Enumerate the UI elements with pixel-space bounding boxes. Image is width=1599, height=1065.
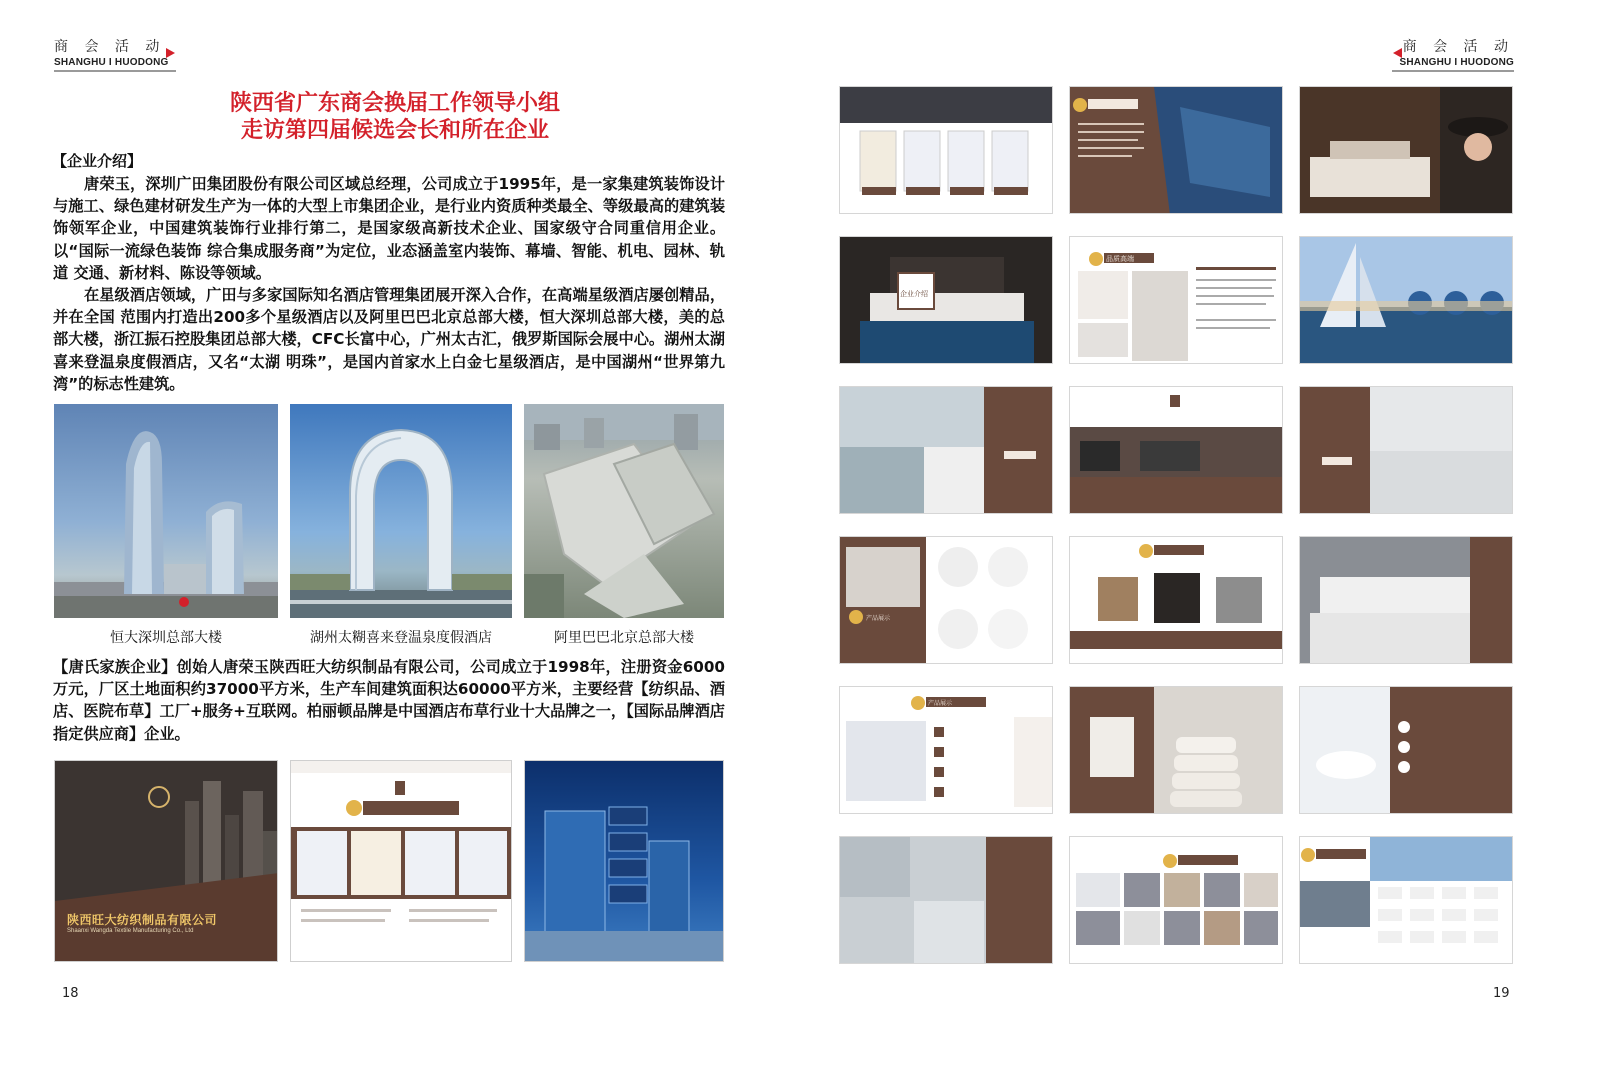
section-heading: 【企业介绍】	[52, 152, 143, 170]
brochure-thumb-bedding-blue	[839, 236, 1053, 364]
brochure-thumb-fabrics	[1069, 536, 1283, 664]
header-rule	[54, 70, 176, 72]
photo-alibaba-beijing	[524, 404, 724, 618]
photo-caption: 恒大深圳总部大楼	[110, 630, 222, 646]
header-rule	[1392, 70, 1514, 72]
section-header-en: SHANGHU I HUODONG	[1399, 57, 1514, 68]
brochure-thumb-partners	[1299, 836, 1513, 964]
brochure-company-name: 陕西旺大纺织制品有限公司	[67, 913, 218, 927]
brochure-thumb-workshop	[1299, 386, 1513, 514]
photo-evergrande-hq	[54, 404, 278, 618]
section-header-cn: 商 会 活 动	[54, 39, 166, 55]
brochure-thumb-product-feature	[839, 686, 1053, 814]
brochure-thumb-factory	[839, 386, 1053, 514]
intro-paragraph-1: 唐荣玉，深圳广田集团股份有限公司区域总经理，公司成立于1995年，是一家集建筑装饰设计与施工、绿色建材研发生产为一体的大型上市集团企业，是行业内资质种类最全、等级最高的建筑装饰领军企业，中国建筑装饰行业排行第二，是国家级高新技术企业、国家级守合同重信用企业。以“国际一流绿色装饰 综合集成服务商”为定位，业态涵盖室内装饰、幕墙、智能、机电、园林、轨道 交通、新材料、陈设等领域。	[53, 175, 725, 282]
brochure-thumb-quality	[1069, 236, 1283, 364]
brochure-thumb-down	[1299, 686, 1513, 814]
family-enterprise-paragraph: 【唐氏家族企业】创始人唐荣玉陕西旺大纺织制品有限公司，公司成立于1998年，注册资金6000万元，厂区土地面积约37000平方米，生产车间建筑面积达60000平方米，主要经营【纺织品、酒店、医院布草】工厂+服务+互联网。柏丽顿品牌是中国酒店布草行业十大品牌之一，【国际品牌酒店指定供应商】企业。	[53, 658, 725, 743]
brochure-thumb-hotel-bedroom	[1299, 86, 1513, 214]
brochure-thumb-product-show	[839, 536, 1053, 664]
brochure-thumb-bedding-grey	[1299, 536, 1513, 664]
brochure-content-page	[524, 760, 724, 962]
brochure-thumb-production	[839, 836, 1053, 964]
tile-label: 产品展示	[866, 615, 891, 622]
article-title-line1: 陕西省广东商会换届工作领导小组	[229, 91, 560, 116]
brochure-thumb-certificates	[839, 86, 1053, 214]
brochure-thumb-towels	[1069, 686, 1283, 814]
brochure-thumb-product-list	[1069, 836, 1283, 964]
section-header-right	[1392, 36, 1514, 72]
photo-sheraton-huzhou	[290, 404, 512, 618]
page-number-left: 18	[62, 986, 79, 1001]
page-number-right: 19	[1493, 986, 1510, 1001]
red-triangle-icon	[166, 48, 175, 58]
brochure-thumb-sailing	[1299, 236, 1513, 364]
brochure-thumb-meeting	[1069, 386, 1283, 514]
intro-paragraph-2: 在星级酒店领域，广田与多家国际知名酒店管理集团展开深入合作，在高端星级酒店屡创精品，并在全国 范围内打造出200多个星级酒店以及阿里巴巴北京总部大楼，恒大深圳总部大楼，美的总部大楼，浙江振石控股集团总部大楼，CFC长富中心，广州太古汇，俄罗斯国际会展中心。湖州太湖喜来登温泉度假酒店，又名“太湖 明珠”，是国内首家水上白金七星级酒店，是中国湖州“世界第九 湾”的标志性建筑。	[53, 286, 725, 393]
brochure-company-name-en: Shaanxi Wangda Textile Manufacturing Co., Ltd	[67, 928, 194, 934]
photo-caption: 湖州太糊喜来登温泉度假酒店	[310, 630, 492, 646]
section-header-cn: 商 会 活 动	[1402, 39, 1514, 55]
section-header-en: SHANGHU I HUODONG	[54, 57, 169, 68]
brochure-honors-page	[290, 760, 512, 962]
brochure-thumb-company-intro	[1069, 86, 1283, 214]
brochure-cover	[54, 760, 278, 962]
tile-label: 企业介绍	[900, 290, 928, 298]
photo-caption: 阿里巴巴北京总部大楼	[554, 630, 694, 646]
tile-label: 产品展示	[928, 700, 953, 707]
tile-label: 品质高端	[1106, 255, 1134, 263]
red-triangle-icon	[1393, 48, 1402, 58]
section-header-left	[54, 36, 176, 72]
article-title-line2: 走访第四届候选会长和所在企业	[240, 118, 549, 143]
